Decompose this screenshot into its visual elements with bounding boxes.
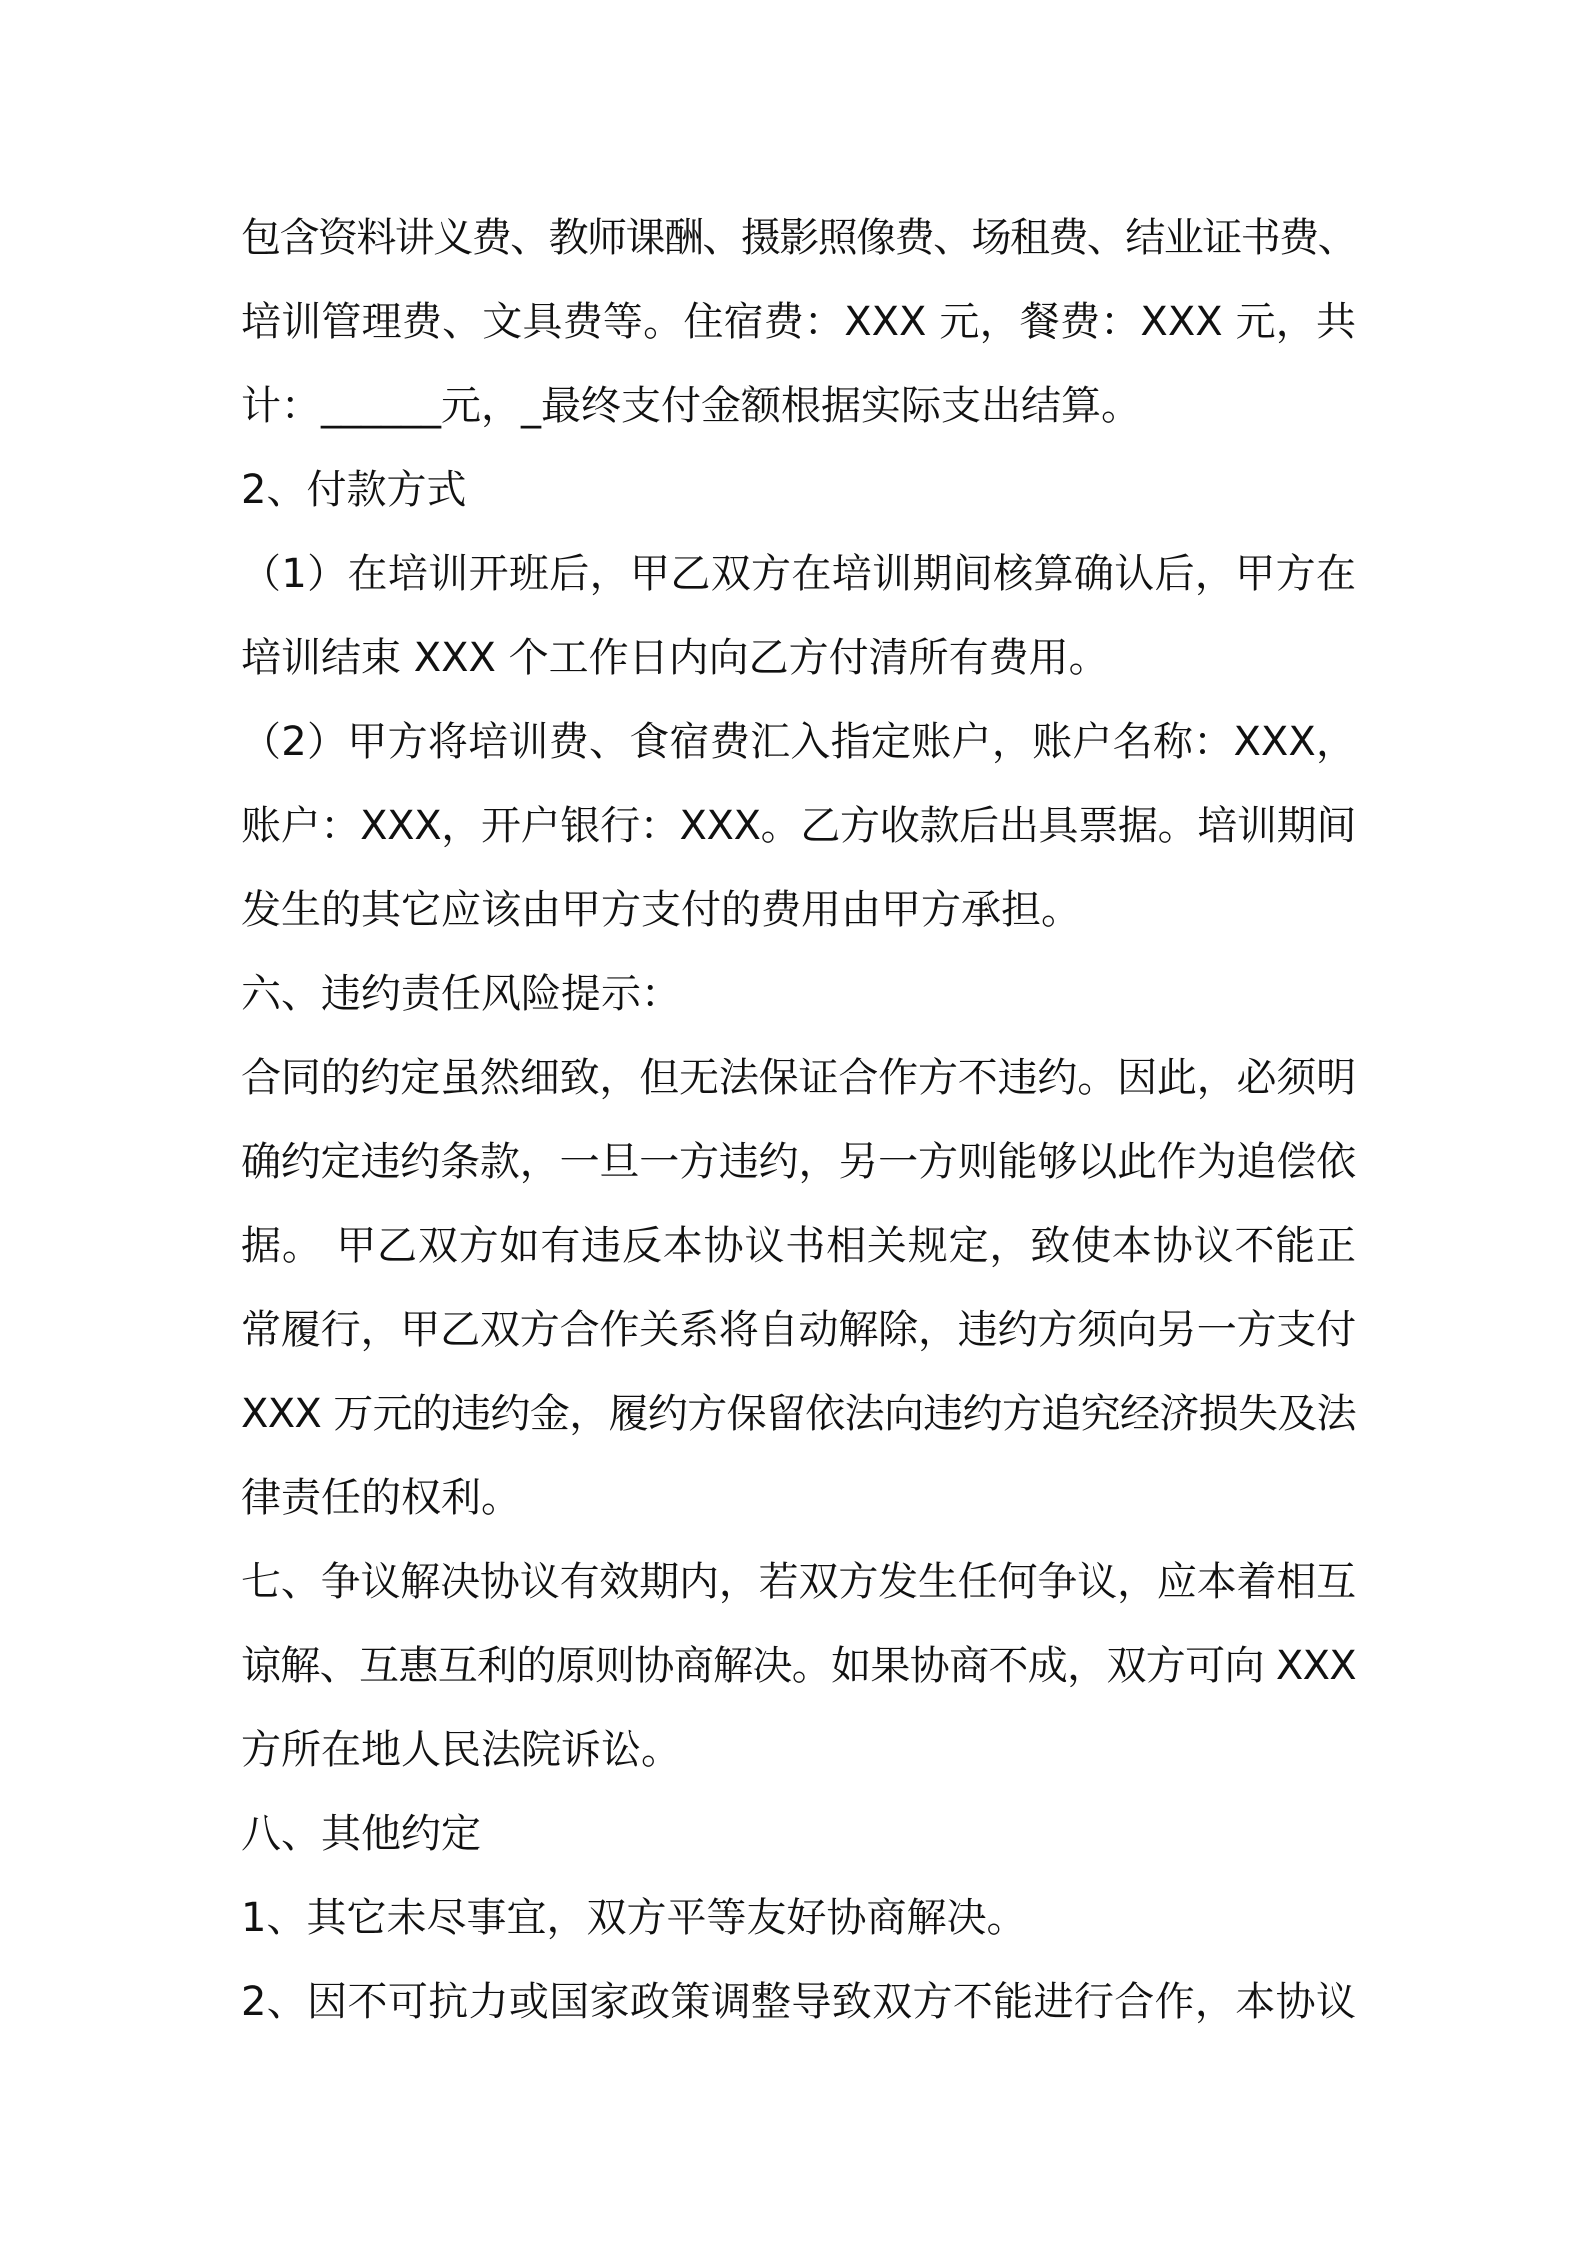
text-line: XXX 万元的违约金，履约方保留依法向违约方追究经济损失及法 xyxy=(241,1391,1356,1437)
text-line: 发生的其它应该由甲方支付的费用由甲方承担。 xyxy=(241,887,1081,933)
text-line: 计：______元，_最终支付金额根据实际支出结算。 xyxy=(241,383,1141,429)
text-line: 六、违约责任风险提示： xyxy=(241,971,681,1017)
text-line: 2、付款方式 xyxy=(241,467,467,513)
text-line: 律责任的权利。 xyxy=(241,1475,521,1521)
text-line: 1、其它未尽事宜，双方平等友好协商解决。 xyxy=(241,1895,1027,1941)
text-line: 2、因不可抗力或国家政策调整导致双方不能进行合作，本协议 xyxy=(241,1979,1356,2025)
text-line: 包含资料讲义费、教师课酬、摄影照像费、场租费、结业证书费、 xyxy=(241,215,1356,261)
text-line: （1）在培训开班后，甲乙双方在培训期间核算确认后，甲方在 xyxy=(241,551,1356,597)
text-line: 八、其他约定 xyxy=(241,1811,481,1857)
text-line: 培训管理费、文具费等。住宿费：XXX 元，餐费：XXX 元，共 xyxy=(241,299,1356,345)
text-line: 方所在地人民法院诉讼。 xyxy=(241,1727,681,1773)
text-line: 七、争议解决协议有效期内，若双方发生任何争议，应本着相互 xyxy=(241,1559,1356,1605)
text-line: 合同的约定虽然细致，但无法保证合作方不违约。因此，必须明 xyxy=(241,1055,1356,1101)
text-line: （2）甲方将培训费、食宿费汇入指定账户，账户名称：XXX， xyxy=(241,719,1356,765)
text-line: 常履行，甲乙双方合作关系将自动解除，违约方须向另一方支付 xyxy=(241,1307,1356,1353)
contract-body xyxy=(241,196,1356,2044)
text-line: 培训结束 XXX 个工作日内向乙方付清所有费用。 xyxy=(241,635,1109,681)
text-line: 确约定违约条款，一旦一方违约，另一方则能够以此作为追偿依 xyxy=(241,1139,1356,1185)
text-line: 据。 甲乙双方如有违反本协议书相关规定，致使本协议不能正 xyxy=(241,1223,1356,1269)
text-line: 账户：XXX，开户银行：XXX。乙方收款后出具票据。培训期间 xyxy=(241,803,1356,849)
text-line: 谅解、互惠互利的原则协商解决。如果协商不成，双方可向 XXX xyxy=(241,1643,1356,1689)
